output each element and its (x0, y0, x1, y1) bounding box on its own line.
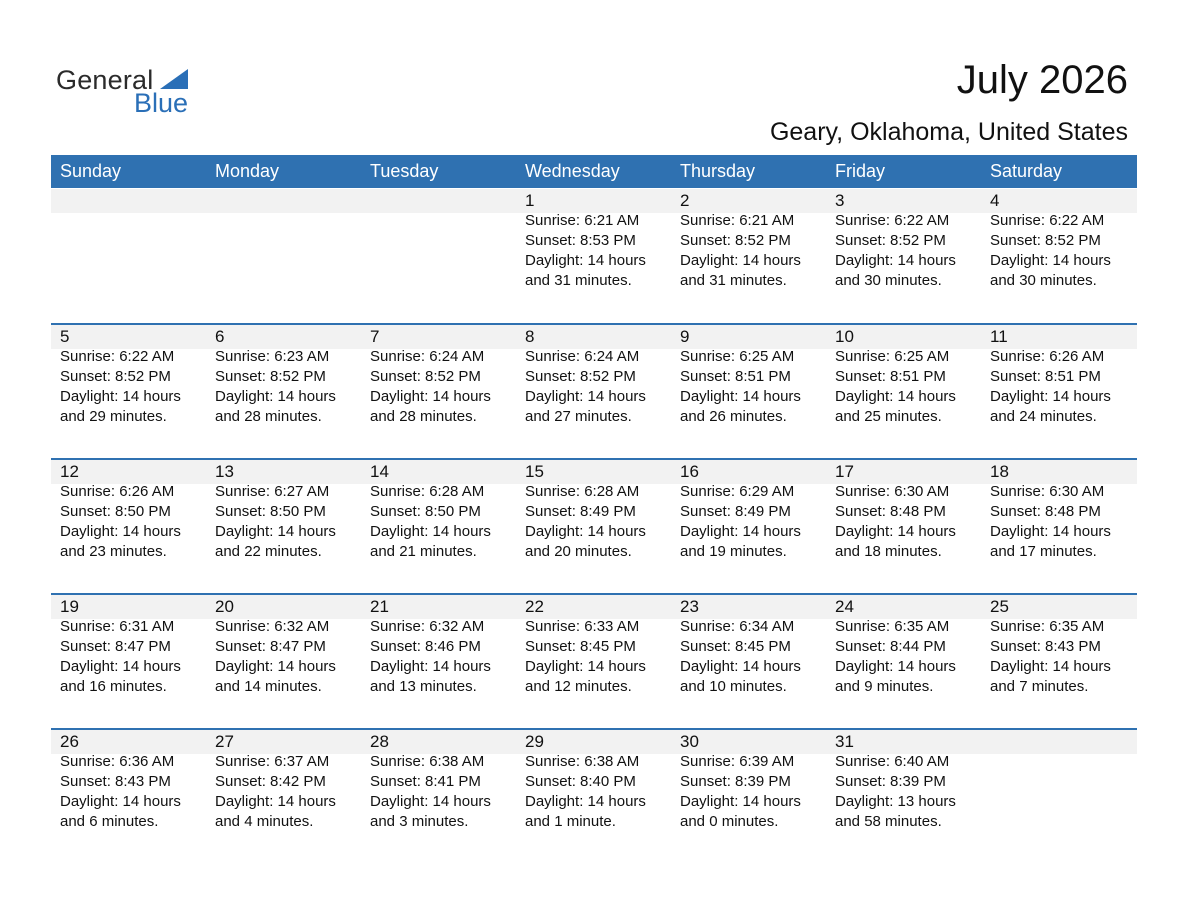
day-cell (206, 730, 361, 863)
daylight-minutes-text: and 9 minutes. (835, 678, 934, 695)
sunrise-text: Sunrise: 6:29 AM (680, 483, 795, 500)
daylight-text: Daylight: 14 hours (60, 793, 181, 810)
daylight-text: Daylight: 14 hours (370, 658, 491, 675)
day-cell (826, 730, 981, 863)
sunrise-text: Sunrise: 6:26 AM (60, 483, 175, 500)
daylight-minutes-text: and 17 minutes. (990, 543, 1097, 560)
day-number: 4 (990, 191, 1000, 210)
daylight-text: Daylight: 14 hours (525, 252, 646, 269)
daylight-minutes-text: and 21 minutes. (370, 543, 477, 560)
day-number: 6 (215, 327, 225, 346)
sunrise-text: Sunrise: 6:22 AM (990, 212, 1105, 229)
day-cell (516, 595, 671, 728)
daylight-minutes-text: and 19 minutes. (680, 543, 787, 560)
day-number: 27 (215, 732, 234, 751)
daylight-text: Daylight: 14 hours (215, 658, 336, 675)
daylight-text: Daylight: 14 hours (680, 658, 801, 675)
day-cell (206, 460, 361, 593)
day-cell (516, 325, 671, 458)
daylight-minutes-text: and 12 minutes. (525, 678, 632, 695)
sunrise-text: Sunrise: 6:26 AM (990, 348, 1105, 365)
day-number: 22 (525, 597, 544, 616)
sunrise-text: Sunrise: 6:35 AM (990, 618, 1105, 635)
logo (56, 63, 206, 119)
day-cell (516, 460, 671, 593)
day-number: 19 (60, 597, 79, 616)
sunset-text: Sunset: 8:39 PM (680, 773, 791, 790)
daylight-text: Daylight: 14 hours (990, 388, 1111, 405)
daylight-text: Daylight: 14 hours (370, 523, 491, 540)
day-cell (826, 325, 981, 458)
daylight-minutes-text: and 30 minutes. (990, 272, 1097, 289)
daylight-minutes-text: and 22 minutes. (215, 543, 322, 560)
day-number: 8 (525, 327, 535, 346)
sunrise-text: Sunrise: 6:37 AM (215, 753, 330, 770)
sunset-text: Sunset: 8:40 PM (525, 773, 636, 790)
daylight-minutes-text: and 20 minutes. (525, 543, 632, 560)
weekday-monday: Monday (215, 161, 280, 181)
daylight-text: Daylight: 14 hours (680, 252, 801, 269)
day-number: 15 (525, 462, 544, 481)
sunset-text: Sunset: 8:50 PM (60, 503, 171, 520)
sunset-text: Sunset: 8:43 PM (990, 638, 1101, 655)
daylight-text: Daylight: 14 hours (215, 388, 336, 405)
weekday-friday: Friday (835, 161, 886, 181)
daylight-text: Daylight: 14 hours (990, 523, 1111, 540)
daylight-minutes-text: and 29 minutes. (60, 408, 167, 425)
day-number: 1 (525, 191, 535, 210)
day-cell (981, 595, 1136, 728)
day-cell (51, 730, 206, 863)
day-number: 28 (370, 732, 389, 751)
daylight-text: Daylight: 14 hours (370, 793, 491, 810)
day-number: 12 (60, 462, 79, 481)
sunrise-text: Sunrise: 6:38 AM (525, 753, 640, 770)
logo-text-general: General (56, 65, 154, 95)
day-number: 24 (835, 597, 854, 616)
day-number: 23 (680, 597, 699, 616)
calendar-week (51, 458, 1137, 593)
sunset-text: Sunset: 8:50 PM (215, 503, 326, 520)
logo-text-blue: Blue (134, 88, 189, 118)
sunset-text: Sunset: 8:49 PM (525, 503, 636, 520)
sunrise-text: Sunrise: 6:36 AM (60, 753, 175, 770)
day-cell (826, 189, 981, 322)
daylight-text: Daylight: 14 hours (835, 658, 956, 675)
daylight-minutes-text: and 27 minutes. (525, 408, 632, 425)
sunset-text: Sunset: 8:47 PM (215, 638, 326, 655)
day-cell (826, 460, 981, 593)
day-number: 26 (60, 732, 79, 751)
sunset-text: Sunset: 8:47 PM (60, 638, 171, 655)
daylight-text: Daylight: 14 hours (215, 523, 336, 540)
day-number: 21 (370, 597, 389, 616)
daylight-text: Daylight: 14 hours (60, 658, 181, 675)
day-number: 9 (680, 327, 690, 346)
weekday-tuesday: Tuesday (370, 161, 439, 181)
daylight-text: Daylight: 14 hours (680, 388, 801, 405)
day-number: 17 (835, 462, 854, 481)
day-number: 16 (680, 462, 699, 481)
month-title: July 2026 (956, 58, 1128, 102)
day-cell (826, 595, 981, 728)
daylight-minutes-text: and 30 minutes. (835, 272, 942, 289)
day-number: 29 (525, 732, 544, 751)
day-cell (981, 325, 1136, 458)
day-number: 3 (835, 191, 845, 210)
day-number: 18 (990, 462, 1009, 481)
day-number: 2 (680, 191, 690, 210)
daylight-text: Daylight: 14 hours (835, 523, 956, 540)
daylight-text: Daylight: 14 hours (370, 388, 491, 405)
sunset-text: Sunset: 8:52 PM (680, 232, 791, 249)
sunrise-text: Sunrise: 6:39 AM (680, 753, 795, 770)
sunrise-text: Sunrise: 6:25 AM (680, 348, 795, 365)
sunset-text: Sunset: 8:52 PM (370, 368, 481, 385)
daylight-minutes-text: and 1 minute. (525, 813, 616, 830)
sunset-text: Sunset: 8:46 PM (370, 638, 481, 655)
location-subtitle: Geary, Oklahoma, United States (769, 118, 1128, 146)
calendar-week (51, 323, 1137, 458)
sunrise-text: Sunrise: 6:24 AM (370, 348, 485, 365)
daylight-minutes-text: and 18 minutes. (835, 543, 942, 560)
sunrise-text: Sunrise: 6:32 AM (215, 618, 330, 635)
day-cell (361, 460, 516, 593)
daylight-text: Daylight: 14 hours (835, 252, 956, 269)
daylight-text: Daylight: 14 hours (525, 793, 646, 810)
weekday-thursday: Thursday (680, 161, 756, 181)
sunrise-text: Sunrise: 6:40 AM (835, 753, 950, 770)
sunrise-text: Sunrise: 6:24 AM (525, 348, 640, 365)
sunset-text: Sunset: 8:41 PM (370, 773, 481, 790)
daylight-text: Daylight: 14 hours (60, 523, 181, 540)
daylight-minutes-text: and 23 minutes. (60, 543, 167, 560)
day-number: 25 (990, 597, 1009, 616)
daylight-minutes-text: and 24 minutes. (990, 408, 1097, 425)
sunrise-text: Sunrise: 6:28 AM (525, 483, 640, 500)
day-number: 20 (215, 597, 234, 616)
day-cell (206, 325, 361, 458)
day-number: 7 (370, 327, 380, 346)
day-cell (51, 325, 206, 458)
sunset-text: Sunset: 8:52 PM (525, 368, 636, 385)
daylight-text: Daylight: 14 hours (525, 523, 646, 540)
day-cell (51, 460, 206, 593)
daylight-minutes-text: and 31 minutes. (525, 272, 632, 289)
day-number: 13 (215, 462, 234, 481)
day-cell (51, 595, 206, 728)
day-cell (671, 325, 826, 458)
sunset-text: Sunset: 8:45 PM (680, 638, 791, 655)
daylight-minutes-text: and 25 minutes. (835, 408, 942, 425)
sunset-text: Sunset: 8:50 PM (370, 503, 481, 520)
sunrise-text: Sunrise: 6:32 AM (370, 618, 485, 635)
daylight-minutes-text: and 28 minutes. (215, 408, 322, 425)
daylight-minutes-text: and 0 minutes. (680, 813, 779, 830)
day-cell (981, 460, 1136, 593)
daylight-text: Daylight: 14 hours (215, 793, 336, 810)
daylight-minutes-text: and 4 minutes. (215, 813, 314, 830)
day-cell (516, 189, 671, 322)
daylight-minutes-text: and 16 minutes. (60, 678, 167, 695)
weekday-sunday: Sunday (60, 161, 122, 181)
day-cell (361, 730, 516, 863)
sunset-text: Sunset: 8:52 PM (215, 368, 326, 385)
sunrise-text: Sunrise: 6:23 AM (215, 348, 330, 365)
sunrise-text: Sunrise: 6:28 AM (370, 483, 485, 500)
sunrise-text: Sunrise: 6:25 AM (835, 348, 950, 365)
daylight-text: Daylight: 14 hours (525, 388, 646, 405)
weekday-header (51, 155, 1137, 188)
sunset-text: Sunset: 8:43 PM (60, 773, 171, 790)
sunset-text: Sunset: 8:52 PM (990, 232, 1101, 249)
day-cell (671, 595, 826, 728)
sunset-text: Sunset: 8:51 PM (835, 368, 946, 385)
sunset-text: Sunset: 8:48 PM (990, 503, 1101, 520)
daylight-minutes-text: and 26 minutes. (680, 408, 787, 425)
daylight-minutes-text: and 31 minutes. (680, 272, 787, 289)
daylight-minutes-text: and 3 minutes. (370, 813, 469, 830)
day-number: 31 (835, 732, 854, 751)
daylight-minutes-text: and 6 minutes. (60, 813, 159, 830)
sunrise-text: Sunrise: 6:33 AM (525, 618, 640, 635)
day-number: 30 (680, 732, 699, 751)
daylight-text: Daylight: 14 hours (835, 388, 956, 405)
daylight-minutes-text: and 10 minutes. (680, 678, 787, 695)
calendar-week (51, 593, 1137, 728)
sunrise-text: Sunrise: 6:38 AM (370, 753, 485, 770)
sunset-text: Sunset: 8:52 PM (835, 232, 946, 249)
sunrise-text: Sunrise: 6:27 AM (215, 483, 330, 500)
sunset-text: Sunset: 8:42 PM (215, 773, 326, 790)
day-cell (981, 189, 1136, 322)
sunset-text: Sunset: 8:51 PM (990, 368, 1101, 385)
sunrise-text: Sunrise: 6:35 AM (835, 618, 950, 635)
daylight-text: Daylight: 13 hours (835, 793, 956, 810)
sunrise-text: Sunrise: 6:31 AM (60, 618, 175, 635)
daylight-text: Daylight: 14 hours (990, 252, 1111, 269)
sunrise-text: Sunrise: 6:30 AM (990, 483, 1105, 500)
day-cell (206, 595, 361, 728)
sunset-text: Sunset: 8:53 PM (525, 232, 636, 249)
sunrise-text: Sunrise: 6:22 AM (835, 212, 950, 229)
day-cell (361, 325, 516, 458)
daylight-text: Daylight: 14 hours (525, 658, 646, 675)
sunset-text: Sunset: 8:45 PM (525, 638, 636, 655)
sunset-text: Sunset: 8:39 PM (835, 773, 946, 790)
daylight-text: Daylight: 14 hours (60, 388, 181, 405)
day-number: 10 (835, 327, 854, 346)
day-number: 14 (370, 462, 389, 481)
daylight-minutes-text: and 28 minutes. (370, 408, 477, 425)
sunset-text: Sunset: 8:51 PM (680, 368, 791, 385)
sunset-text: Sunset: 8:48 PM (835, 503, 946, 520)
day-cell (671, 730, 826, 863)
sunrise-text: Sunrise: 6:22 AM (60, 348, 175, 365)
calendar-week (51, 728, 1137, 863)
daylight-text: Daylight: 14 hours (680, 793, 801, 810)
daylight-text: Daylight: 14 hours (990, 658, 1111, 675)
sunrise-text: Sunrise: 6:34 AM (680, 618, 795, 635)
sunrise-text: Sunrise: 6:30 AM (835, 483, 950, 500)
sunset-text: Sunset: 8:52 PM (60, 368, 171, 385)
day-number: 11 (990, 327, 1008, 346)
daylight-minutes-text: and 7 minutes. (990, 678, 1089, 695)
calendar-week (51, 189, 1137, 322)
sunset-text: Sunset: 8:44 PM (835, 638, 946, 655)
weekday-saturday: Saturday (990, 161, 1063, 181)
daylight-minutes-text: and 13 minutes. (370, 678, 477, 695)
weekday-wednesday: Wednesday (525, 161, 620, 181)
sunset-text: Sunset: 8:49 PM (680, 503, 791, 520)
daylight-minutes-text: and 58 minutes. (835, 813, 942, 830)
logo-triangle-icon (160, 69, 188, 89)
sunrise-text: Sunrise: 6:21 AM (680, 212, 795, 229)
daylight-minutes-text: and 14 minutes. (215, 678, 322, 695)
day-cell (671, 460, 826, 593)
day-number: 5 (60, 327, 70, 346)
daylight-text: Daylight: 14 hours (680, 523, 801, 540)
day-cell (516, 730, 671, 863)
day-cell (361, 595, 516, 728)
day-cell (671, 189, 826, 322)
sunrise-text: Sunrise: 6:21 AM (525, 212, 640, 229)
